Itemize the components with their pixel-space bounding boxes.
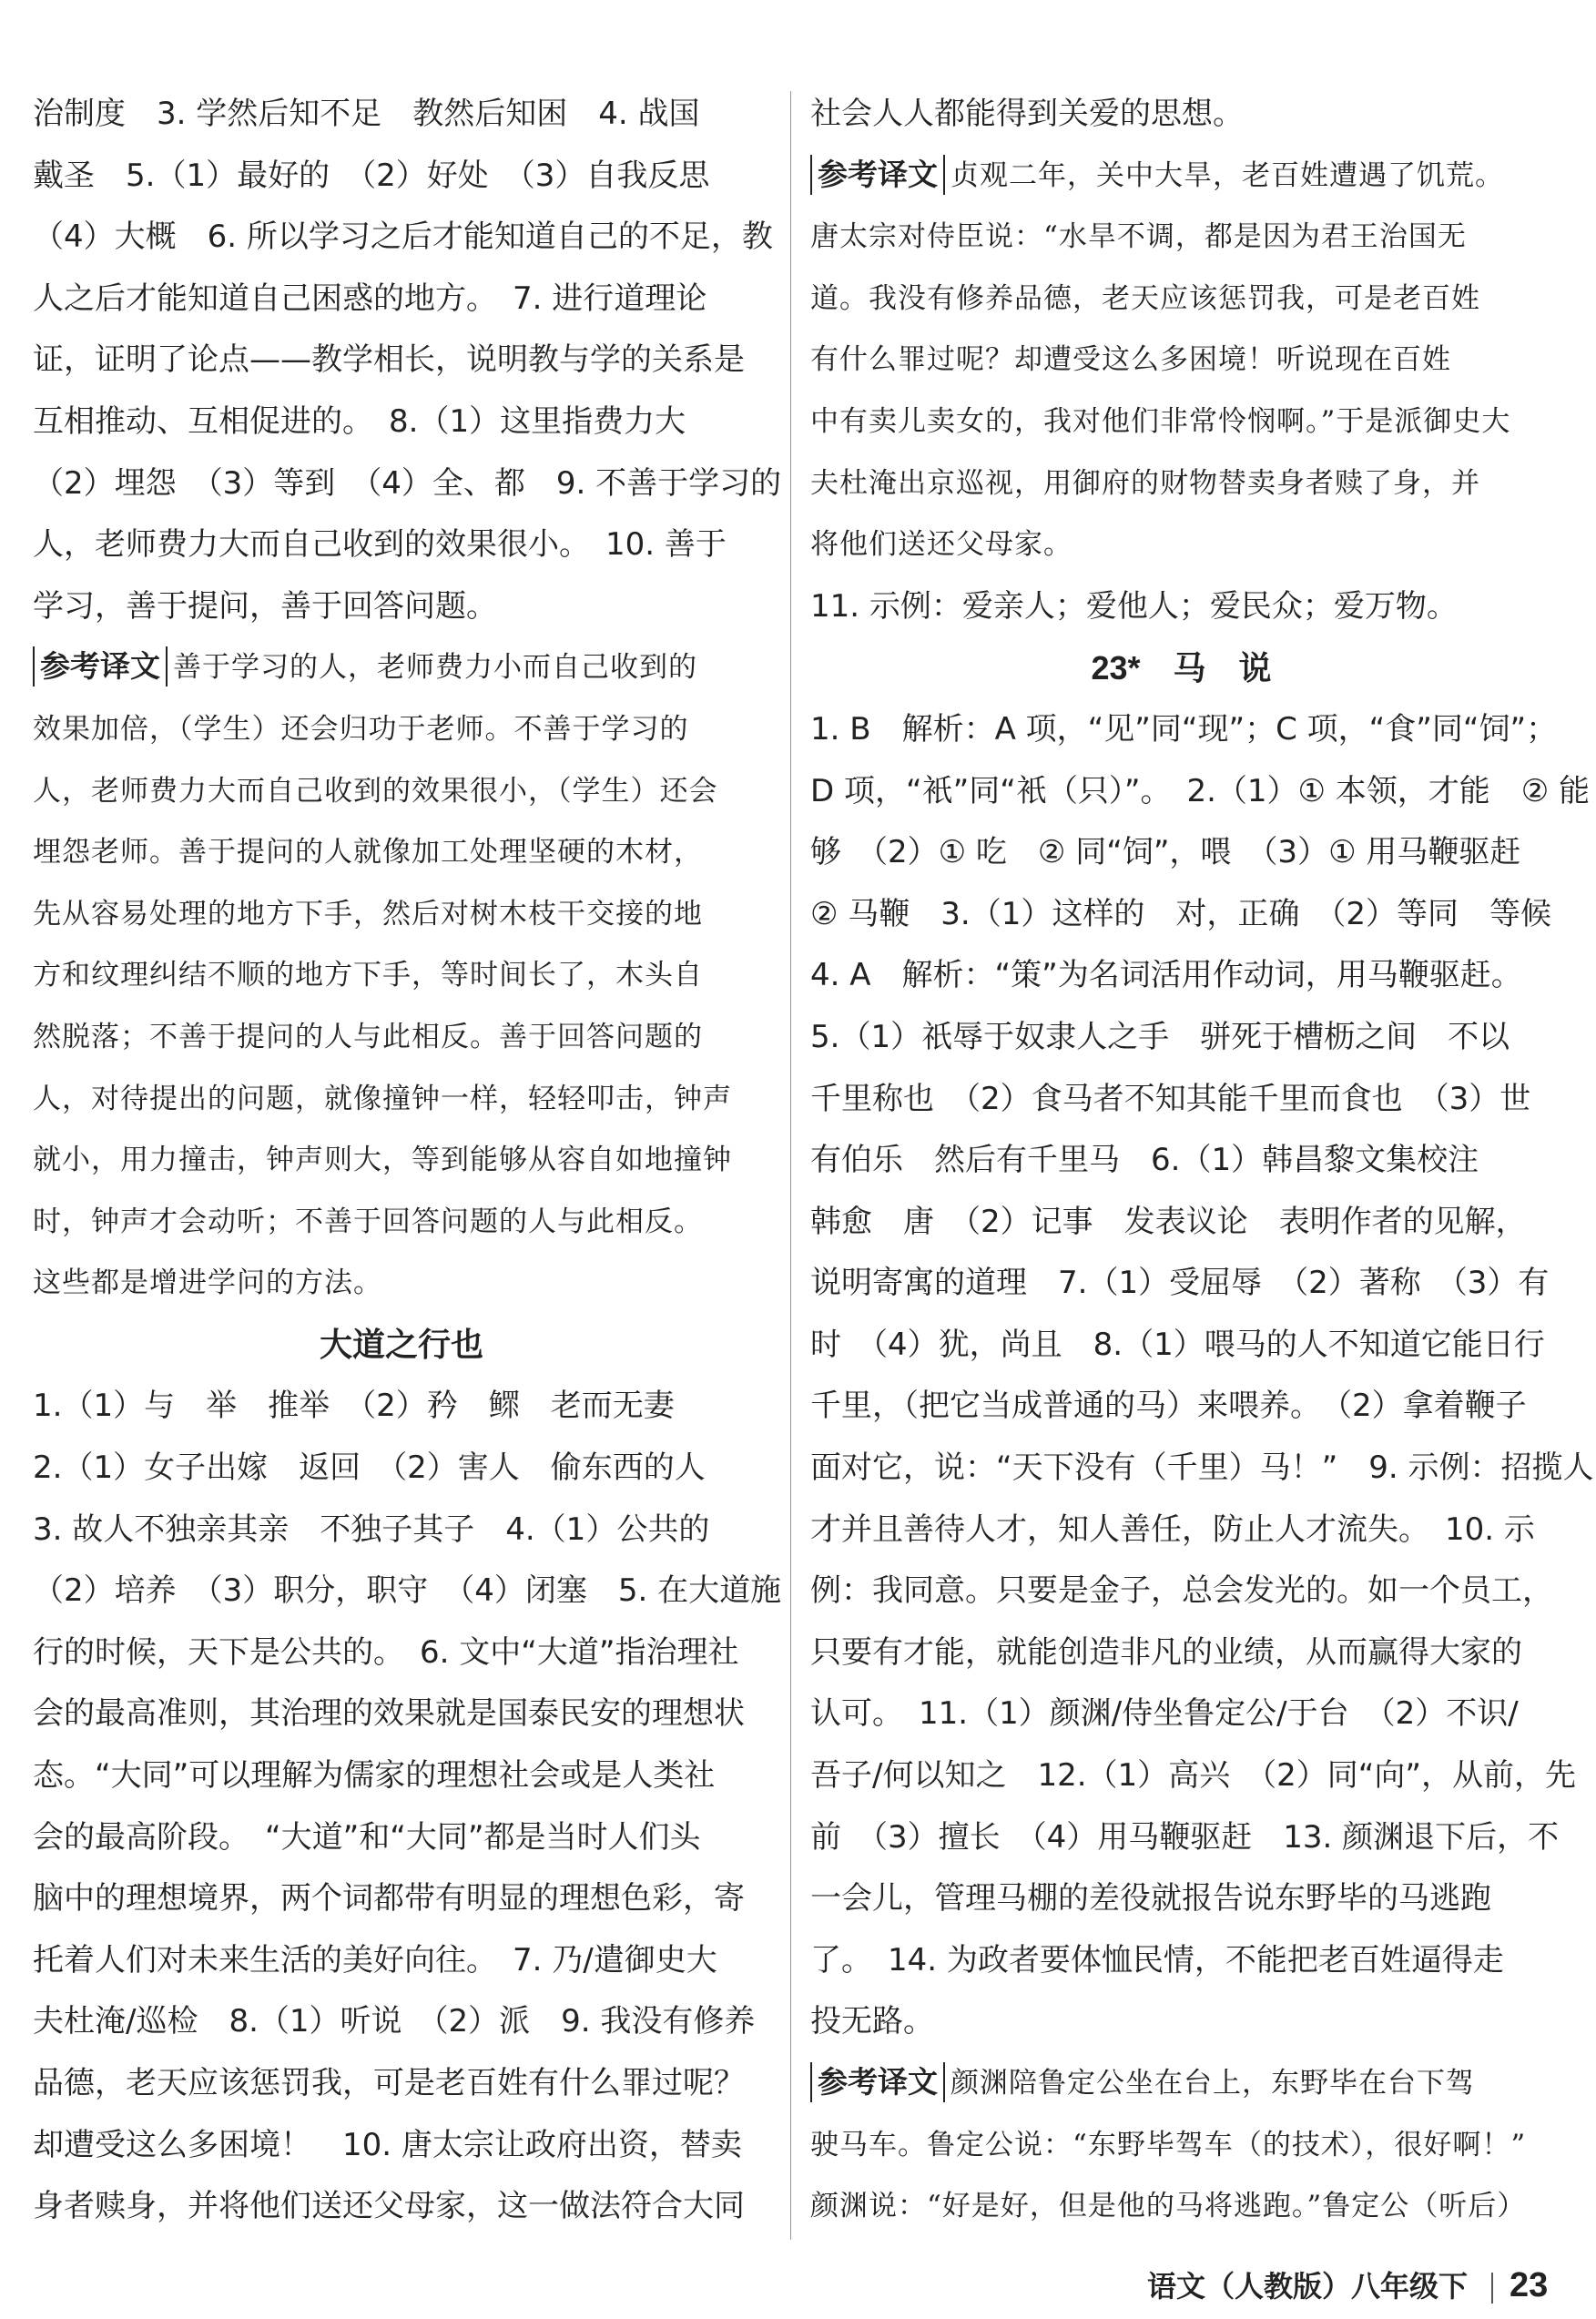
line-text: 效果加倍，（学生）还会归功于老师。不善于学习的 — [33, 712, 689, 746]
page-footer — [1147, 2263, 1566, 2308]
line-text: 才并且善待人才，知人善任，防止人才流失。 10. 示 — [810, 1510, 1535, 1548]
answer-line — [810, 1868, 1552, 1930]
line-text: 了。 14. 为政者要体恤民情，不能把老百姓逼得走 — [810, 1941, 1504, 1978]
translation-line — [33, 1007, 770, 1069]
answer-line — [33, 330, 770, 392]
answer-line — [33, 1683, 770, 1745]
line-text: 将他们送还父母家。 — [810, 528, 1072, 562]
column-divider — [790, 91, 791, 2240]
line-text: 投无路。 — [810, 2003, 934, 2040]
answer-line — [810, 1745, 1577, 1807]
answer-line — [33, 1500, 770, 1561]
line-text: 2.（1）女子出嫁 返回 （2）害人 偷东西的人 — [33, 1449, 706, 1487]
line-text: 治制度 3. 学然后知不足 教然后知困 4. 战国 — [33, 96, 700, 132]
translation-line — [33, 637, 770, 699]
answer-line — [810, 1253, 1552, 1315]
line-text: 面对它，说：“天下没有（千里）马！” 9. 示例：招揽人 — [810, 1449, 1594, 1487]
answer-line — [810, 1315, 1552, 1377]
answer-line — [810, 1007, 1552, 1069]
line-text: 却遭受这么多困境！ 10. 唐太宗让政府出资，替卖 — [33, 2126, 742, 2163]
line-text: 态。“大同”可以理解为儒家的理想社会或是人类社 — [33, 1757, 716, 1795]
line-text: 1. B 解析：A 项，“见”同“现”；C 项，“食”同“饲”； — [810, 710, 1558, 748]
answer-line — [33, 1438, 770, 1500]
line-text: 方和纹理纠结不顺的地方下手，等时间长了，木头自 — [33, 959, 703, 992]
line-text: 大道之行也 — [319, 1326, 483, 1364]
answer-line — [810, 1500, 1552, 1561]
line-text: 证，证明了论点——教学相长，说明教与学的关系是 — [33, 341, 745, 379]
line-text: 人，老师费力大而自己收到的效果很小。 10. 善于 — [33, 526, 727, 564]
reference-translation-tag: 参考译文 — [33, 646, 168, 687]
translation-line — [810, 514, 1552, 576]
answer-line — [810, 1561, 1552, 1622]
line-text: 1.（1）与 举 推举 （2）矜 鳏 老而无妻 — [33, 1388, 675, 1425]
line-text: 学习，善于提问，善于回答问题。 — [33, 587, 497, 625]
answer-line — [810, 1192, 1552, 1254]
line-text: 戴圣 5.（1）最好的 （2）好处 （3）自我反思 — [33, 157, 710, 194]
line-text: 善于学习的人，老师费力小而自己收到的 — [173, 651, 697, 685]
line-text: 埋怨老师。善于提问的人就像加工处理坚硬的木材， — [33, 836, 703, 870]
line-text: （4）大概 6. 所以学习之后才能知道自己的不足，教 — [33, 219, 773, 256]
answer-line — [33, 1868, 770, 1930]
line-text: （2）培养 （3）职分，职守 （4）闭塞 5. 在大道施 — [33, 1572, 782, 1610]
line-text: 这些都是增进学问的方法。 — [33, 1266, 382, 1300]
answer-line — [33, 1376, 770, 1438]
left-column — [33, 84, 782, 2238]
line-text: 有伯乐 然后有千里马 6.（1）韩昌黎文集校注 — [810, 1142, 1479, 1179]
translation-line — [810, 2053, 1552, 2115]
line-text: 3. 故人不独亲其亲 不独子其子 4.（1）公共的 — [33, 1510, 710, 1548]
answer-line — [33, 269, 770, 331]
translation-line — [810, 2115, 1552, 2177]
line-text: 托着人们对未来生活的美好向往。 7. 乃/遣御史大 — [33, 1941, 717, 1978]
line-text: 人，对待提出的问题，就像撞钟一样，轻轻叩击，钟声 — [33, 1082, 732, 1115]
answer-line — [810, 1622, 1552, 1684]
line-text: （2）埋怨 （3）等到 （4）全、都 9. 不善于学习的 — [33, 464, 782, 502]
translation-line — [33, 1192, 770, 1254]
line-text: 韩愈 唐 （2）记事 发表议论 表明作者的见解， — [810, 1203, 1527, 1240]
lesson-number: 23* — [1091, 649, 1141, 687]
answer-line — [33, 453, 782, 515]
line-text: 行的时候，天下是公共的。 6. 文中“大道”指治理社 — [33, 1633, 739, 1671]
translation-line — [810, 146, 1552, 208]
line-text: 品德，老天应该惩罚我，可是老百姓有什么罪过呢？ — [33, 2065, 745, 2101]
line-text: 时，钟声才会动听；不善于回答问题的人与此相反。 — [33, 1205, 703, 1238]
translation-line — [810, 330, 1552, 392]
line-text: 道。我没有修养品德，老天应该惩罚我，可是老百姓 — [810, 281, 1480, 315]
line-text: 驶马车。鲁定公说：“东野毕驾车（的技术），很好啊！” — [810, 2128, 1527, 2161]
footer-divider — [1491, 2273, 1493, 2304]
answer-line — [33, 1561, 782, 1622]
translation-line — [810, 392, 1552, 453]
line-text: 先从容易处理的地方下手，然后对树木枝干交接的地 — [33, 897, 703, 931]
translation-line — [33, 822, 770, 884]
answer-line — [33, 576, 770, 638]
answer-line — [33, 2176, 770, 2238]
line-text: 有什么罪过呢？却遭受这么多困境！听说现在百姓 — [810, 343, 1451, 377]
translation-line — [33, 699, 770, 761]
answer-line — [33, 1622, 770, 1684]
answer-line — [810, 1991, 1552, 2053]
line-text: 认可。 11.（1）颜渊/侍坐鲁定公/于台 （2）不识/ — [810, 1695, 1519, 1733]
line-text: 5.（1）祇辱于奴隶人之手 骈死于槽枥之间 不以 — [810, 1018, 1510, 1055]
line-text: 前 （3）擅长 （4）用马鞭驱赶 13. 颜渊退下后，不 — [810, 1818, 1560, 1856]
line-text: 只要有才能，就能创造非凡的业绩，从而赢得大家的 — [810, 1633, 1522, 1671]
line-text: 吾子/何以知之 12.（1）高兴 （2）同“向”，从前，先 — [810, 1757, 1577, 1795]
answer-line — [810, 945, 1552, 1007]
translation-line — [33, 1130, 770, 1192]
line-text: 身者赎身，并将他们送还父母家，这一做法符合大同 — [33, 2188, 745, 2225]
line-text: 人之后才能知道自己困惑的地方。 7. 进行道理论 — [33, 280, 707, 317]
reference-translation-tag: 参考译文 — [810, 2062, 945, 2102]
right-column — [810, 84, 1594, 2238]
answer-line — [810, 1683, 1552, 1745]
answer-line — [810, 1807, 1560, 1869]
answer-line — [33, 514, 770, 576]
line-text: 人，老师费力大而自己收到的效果很小，（学生）还会 — [33, 774, 718, 808]
line-text: 中有卖儿卖女的，我对他们非常怜悯啊。”于是派御史大 — [810, 404, 1511, 438]
line-text: 夫杜淹出京巡视，用御府的财物替卖身者赎了身，并 — [810, 466, 1480, 500]
page-number: 23 — [1510, 2266, 1549, 2304]
line-text: 4. A 解析：“策”为名词活用作动词，用马鞭驱赶。 — [810, 957, 1522, 994]
line-text: 唐太宗对侍臣说：“水旱不调，都是因为君王治国无 — [810, 220, 1467, 254]
line-text: 颜渊陪鲁定公坐在台上，东野毕在台下驾 — [950, 2067, 1475, 2100]
answer-line — [810, 884, 1552, 946]
translation-line — [810, 269, 1552, 331]
answer-line — [810, 1376, 1552, 1438]
line-text: 会的最高阶段。 “大道”和“大同”都是当时人们头 — [33, 1818, 701, 1856]
answer-line — [33, 1991, 770, 2053]
section-heading — [33, 1315, 770, 1377]
line-text: 时 （4）犹，尚且 8.（1）喂马的人不知道它能日行 — [810, 1326, 1545, 1363]
translation-line — [810, 207, 1552, 269]
line-text: D 项，“衹”同“衹（只）”。 2.（1）① 本领，才能 ② 能 — [810, 772, 1591, 809]
answer-line — [810, 1069, 1552, 1131]
line-text: 例：我同意。只要是金子，总会发光的。如一个员工， — [810, 1572, 1553, 1610]
answer-line — [810, 84, 1552, 146]
answer-line — [810, 822, 1552, 884]
line-text: ② 马鞭 3.（1）这样的 对，正确 （2）等同 等候 — [810, 895, 1551, 932]
answer-line — [33, 1930, 770, 1992]
answer-line — [810, 1438, 1594, 1500]
line-text: 会的最高准则，其治理的效果就是国泰民安的理想状 — [33, 1695, 745, 1733]
line-text: 颜渊说：“好是好，但是他的马将逃跑。”鲁定公（听后） — [810, 2190, 1527, 2223]
line-text: 然脱落；不善于提问的人与此相反。善于回答问题的 — [33, 1020, 703, 1053]
line-text: 马 说 — [1173, 650, 1272, 688]
answer-line — [33, 207, 773, 269]
line-text: 够 （2）① 吃 ② 同“饲”，喂 （3）① 用马鞭驱赶 — [810, 834, 1521, 871]
translation-line — [33, 884, 770, 946]
answer-line — [810, 1130, 1552, 1192]
answer-line — [810, 1930, 1552, 1992]
answer-line — [810, 761, 1591, 823]
answer-line — [33, 392, 770, 453]
translation-line — [810, 453, 1552, 515]
line-text: 夫杜淹/巡检 8.（1）听说 （2）派 9. 我没有修养 — [33, 2003, 756, 2040]
translation-line — [33, 761, 770, 823]
answer-line — [810, 576, 1552, 638]
line-text: 说明寄寓的道理 7.（1）受屈辱 （2）著称 （3）有 — [810, 1265, 1550, 1302]
translation-line — [810, 2176, 1552, 2238]
answer-line — [810, 699, 1558, 761]
answer-line — [33, 2115, 770, 2177]
line-text: 就小，用力撞击，钟声则大，等到能够从容自如地撞钟 — [33, 1144, 732, 1177]
line-text: 千里，（把它当成普通的马）来喂养。 （2）拿着鞭子 — [810, 1388, 1527, 1425]
answer-line — [33, 1807, 770, 1869]
line-text: 社会人人都能得到关爱的思想。 — [810, 96, 1244, 132]
line-text: 互相推动、互相促进的。 8.（1）这里指费力大 — [33, 402, 686, 440]
answer-line — [33, 146, 770, 208]
line-text: 11. 示例：爱亲人；爱他人；爱民众；爱万物。 — [810, 587, 1458, 625]
line-text: 一会儿，管理马棚的差役就报告说东野毕的马逃跑 — [810, 1880, 1491, 1917]
answer-line — [33, 84, 770, 146]
section-heading — [810, 637, 1552, 699]
answer-line — [33, 2053, 770, 2115]
translation-line — [33, 945, 770, 1007]
translation-line — [33, 1253, 770, 1315]
translation-line — [33, 1069, 770, 1131]
line-text: 脑中的理想境界，两个词都带有明显的理想色彩，寄 — [33, 1880, 745, 1917]
reference-translation-tag: 参考译文 — [810, 155, 945, 195]
line-text: 千里称也 （2）食马者不知其能千里而食也 （3）世 — [810, 1080, 1531, 1117]
answer-line — [33, 1745, 770, 1807]
line-text: 贞观二年，关中大旱，老百姓遭遇了饥荒。 — [950, 158, 1504, 192]
footer-subject: 语文（人教版）八年级下 — [1147, 2269, 1469, 2304]
